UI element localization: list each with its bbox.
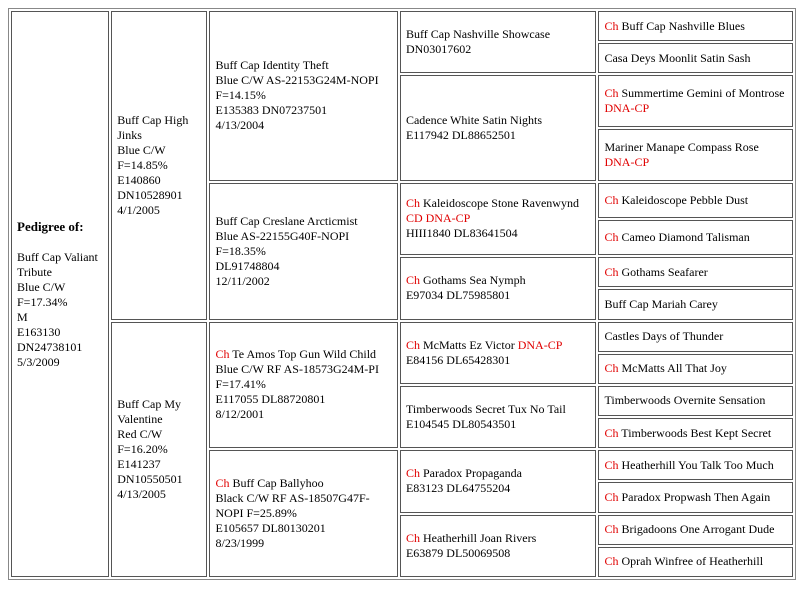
- great-grandparent-cell: [400, 257, 597, 319]
- dog-name-text: Kaleidoscope Stone Ravenwynd: [422, 196, 579, 211]
- dog-name-text: Timberwoods Best Kept Secret: [621, 425, 772, 440]
- dog-name-text: Castles Days of Thunder: [604, 329, 724, 344]
- great-great-grandparent-cell: [598, 257, 793, 287]
- dog-detail-line: DN03017602: [405, 42, 472, 57]
- grandparent-cell: [209, 11, 397, 181]
- great-grandparent-cell: [400, 183, 597, 255]
- dog-detail-line: DN24738101: [17, 339, 83, 354]
- dog-detail-line: 8/23/1999: [215, 536, 265, 551]
- dog-name: [406, 196, 579, 225]
- dog-name-text: Buff Cap High Jinks: [117, 112, 189, 142]
- dog-name: [406, 466, 522, 480]
- great-great-grandparent-cell: [598, 289, 793, 319]
- great-grandparent-cell: [400, 322, 597, 384]
- dog-detail-line: DN10528901: [117, 187, 183, 202]
- champion-prefix: Ch: [405, 466, 420, 481]
- dog-detail-line: F=14.85%: [117, 157, 168, 172]
- great-grandparent-cell: [400, 515, 597, 577]
- great-great-grandparent-cell: [598, 450, 793, 480]
- dog-detail-line: Blue C/W RF AS-18573G24M-PI F=17.41%: [215, 362, 379, 392]
- dog-detail-line: E83123 DL64755204: [405, 481, 511, 496]
- dog-name: [406, 531, 536, 545]
- dog-name: [406, 338, 562, 352]
- dog-name: [604, 490, 770, 504]
- great-great-grandparent-cell: [598, 75, 793, 127]
- dog-name-text: Summertime Gemini of Montrose: [621, 86, 785, 101]
- dog-detail-line: Blue AS-22155G40F-NOPI: [215, 228, 350, 243]
- dog-detail-line: M: [17, 309, 28, 324]
- dog-name-text: Gothams Sea Nymph: [422, 273, 526, 288]
- dog-name: [406, 273, 526, 287]
- grandparent-cell: [209, 183, 397, 320]
- dog-name: [604, 230, 749, 244]
- champion-prefix: Ch: [604, 230, 619, 245]
- dog-name: [406, 113, 542, 127]
- pedigree-row: [11, 11, 793, 41]
- dog-detail-line: Black C/W RF AS-18507G47F-NOPI F=25.89%: [215, 491, 370, 521]
- great-great-grandparent-cell: [598, 322, 793, 352]
- dog-name: [604, 140, 758, 169]
- champion-prefix: Ch: [604, 264, 619, 279]
- parent-cell: [111, 322, 207, 577]
- great-great-grandparent-cell: [598, 547, 793, 577]
- dog-detail-line: HIII1840 DL83641504: [405, 226, 518, 241]
- dog-detail-line: 4/13/2004: [215, 118, 265, 133]
- dog-detail-line: DL91748804: [215, 258, 280, 273]
- dna-suffix: DNA-CP: [604, 154, 650, 169]
- dog-detail-line: F=17.34%: [17, 294, 68, 309]
- great-great-grandparent-cell: [598, 43, 793, 73]
- dog-name: [604, 297, 717, 311]
- dog-detail-line: E141237: [117, 456, 161, 471]
- dog-name: [604, 329, 723, 343]
- champion-prefix: Ch: [215, 476, 230, 491]
- great-grandparent-cell: [400, 450, 597, 512]
- dna-suffix: DNA-CP: [517, 337, 563, 352]
- pedigree-table: [8, 8, 796, 580]
- dog-name: [604, 19, 744, 33]
- pedigree-heading: Pedigree of:: [17, 218, 84, 234]
- dog-name: [604, 265, 707, 279]
- dog-name-text: Buff Cap Identity Theft: [215, 58, 329, 73]
- great-great-grandparent-cell: [598, 11, 793, 41]
- dog-name-text: Mariner Manape Compass Rose: [604, 139, 759, 154]
- dog-detail-line: DN10550501: [117, 471, 183, 486]
- dog-name-text: Oprah Winfree of Heatherhill: [621, 554, 764, 569]
- dog-detail-line: F=14.15%: [215, 88, 266, 103]
- champion-prefix: Ch: [604, 192, 619, 207]
- dog-name-text: Paradox Propaganda: [422, 466, 522, 481]
- dog-detail-line: Blue C/W: [117, 142, 166, 157]
- great-great-grandparent-cell: [598, 220, 793, 255]
- dog-name: [215, 58, 328, 72]
- dog-detail-line: Blue C/W AS-22153G24M-NOPI: [215, 73, 379, 88]
- great-grandparent-cell: [400, 11, 597, 73]
- dog-name-text: Timberwoods Overnite Sensation: [604, 393, 766, 408]
- dog-detail-line: 5/3/2009: [17, 354, 60, 369]
- dog-detail-line: Blue C/W: [17, 279, 66, 294]
- dog-name: [406, 402, 566, 416]
- dog-name: [604, 458, 773, 472]
- dog-name-text: Cadence White Satin Nights: [405, 113, 543, 128]
- champion-prefix: Ch: [604, 425, 619, 440]
- dog-name-text: Te Amos Top Gun Wild Child: [232, 347, 377, 362]
- pedigree-page: [8, 8, 796, 580]
- dog-name: [604, 393, 765, 407]
- dog-name: [604, 193, 748, 207]
- dog-name-text: Brigadoons One Arrogant Dude: [621, 522, 775, 537]
- champion-prefix: Ch: [405, 273, 420, 288]
- dog-detail-line: E135383 DN07237501: [215, 103, 328, 118]
- champion-prefix: Ch: [604, 18, 619, 33]
- champion-prefix: Ch: [604, 86, 619, 101]
- dog-name: [604, 426, 771, 440]
- dog-name-text: Buff Cap Nashville Blues: [621, 18, 745, 33]
- dog-name: [604, 554, 763, 568]
- dog-name: [117, 397, 181, 426]
- dog-name: [215, 476, 323, 490]
- great-great-grandparent-cell: [598, 418, 793, 448]
- grandparent-cell: [209, 450, 397, 577]
- great-great-grandparent-cell: [598, 354, 793, 384]
- subject-cell: [11, 11, 109, 577]
- great-great-grandparent-cell: [598, 129, 793, 181]
- dog-detail-line: E117055 DL88720801: [215, 392, 326, 407]
- dog-name: [215, 214, 357, 228]
- dog-name-text: Heatherhill Joan Rivers: [422, 530, 537, 545]
- dog-name: [604, 51, 750, 65]
- dog-detail-line: E63879 DL50069508: [405, 545, 511, 560]
- dog-detail-line: 12/11/2002: [215, 273, 270, 288]
- dog-name-text: Buff Cap Ballyhoo: [232, 476, 324, 491]
- great-great-grandparent-cell: [598, 515, 793, 545]
- dog-detail-line: E97034 DL75985801: [405, 288, 511, 303]
- dog-name-text: Buff Cap Nashville Showcase: [405, 27, 551, 42]
- dog-name-text: Buff Cap Creslane Arcticmist: [215, 213, 358, 228]
- dog-detail-line: E104545 DL80543501: [405, 417, 517, 432]
- champion-prefix: Ch: [604, 522, 619, 537]
- champion-prefix: Ch: [604, 457, 619, 472]
- dog-name-text: Casa Deys Moonlit Satin Sash: [604, 50, 751, 65]
- grandparent-cell: [209, 322, 397, 449]
- dog-detail-line: F=16.20%: [117, 441, 168, 456]
- dog-detail-line: Red C/W: [117, 426, 163, 441]
- great-great-grandparent-cell: [598, 386, 793, 416]
- dog-name: [215, 347, 376, 361]
- dog-detail-line: F=18.35%: [215, 243, 266, 258]
- dog-name: [604, 361, 726, 375]
- champion-prefix: Ch: [405, 530, 420, 545]
- great-great-grandparent-cell: [598, 183, 793, 218]
- dog-name: [604, 86, 784, 115]
- dog-detail-line: 4/13/2005: [117, 486, 166, 501]
- dog-name-text: Gothams Seafarer: [621, 264, 708, 279]
- dog-detail-line: E105657 DL80130201: [215, 521, 326, 536]
- dog-name-text: Cameo Diamond Talisman: [621, 230, 750, 245]
- dog-name-text: McMatts Ez Victor: [422, 337, 515, 352]
- dog-name-text: Kaleidoscope Pebble Dust: [621, 192, 749, 207]
- pedigree-row: [11, 322, 793, 352]
- dog-detail-line: E84156 DL65428301: [405, 352, 511, 367]
- dna-suffix: CD DNA-CP: [405, 211, 471, 226]
- dog-name-text: Buff Cap Mariah Carey: [604, 296, 718, 311]
- champion-prefix: Ch: [215, 347, 230, 362]
- parent-cell: [111, 11, 207, 320]
- dog-name-text: Heatherhill You Talk Too Much: [621, 457, 774, 472]
- dog-name-text: McMatts All That Joy: [621, 361, 727, 376]
- great-great-grandparent-cell: [598, 482, 793, 512]
- dog-detail-line: E163130: [17, 324, 61, 339]
- dog-name-text: Timberwoods Secret Tux No Tail: [405, 402, 566, 417]
- dna-suffix: DNA-CP: [604, 101, 650, 116]
- subject-name: Buff Cap Valiant Tribute: [17, 249, 98, 279]
- champion-prefix: Ch: [604, 361, 619, 376]
- dog-detail-line: 8/12/2001: [215, 407, 265, 422]
- champion-prefix: Ch: [604, 554, 619, 569]
- great-grandparent-cell: [400, 386, 597, 448]
- dog-detail-line: E140860: [117, 172, 161, 187]
- great-grandparent-cell: [400, 75, 597, 180]
- dog-name: [604, 522, 774, 536]
- dog-detail-line: E117942 DL88652501: [405, 128, 516, 143]
- champion-prefix: Ch: [405, 196, 420, 211]
- champion-prefix: Ch: [405, 337, 420, 352]
- dog-name-text: Buff Cap My Valentine: [117, 396, 182, 426]
- dog-name-text: Paradox Propwash Then Again: [621, 489, 771, 504]
- dog-name: [117, 113, 188, 142]
- champion-prefix: Ch: [604, 489, 619, 504]
- dog-detail-line: 4/1/2005: [117, 202, 160, 217]
- dog-name: [406, 27, 550, 41]
